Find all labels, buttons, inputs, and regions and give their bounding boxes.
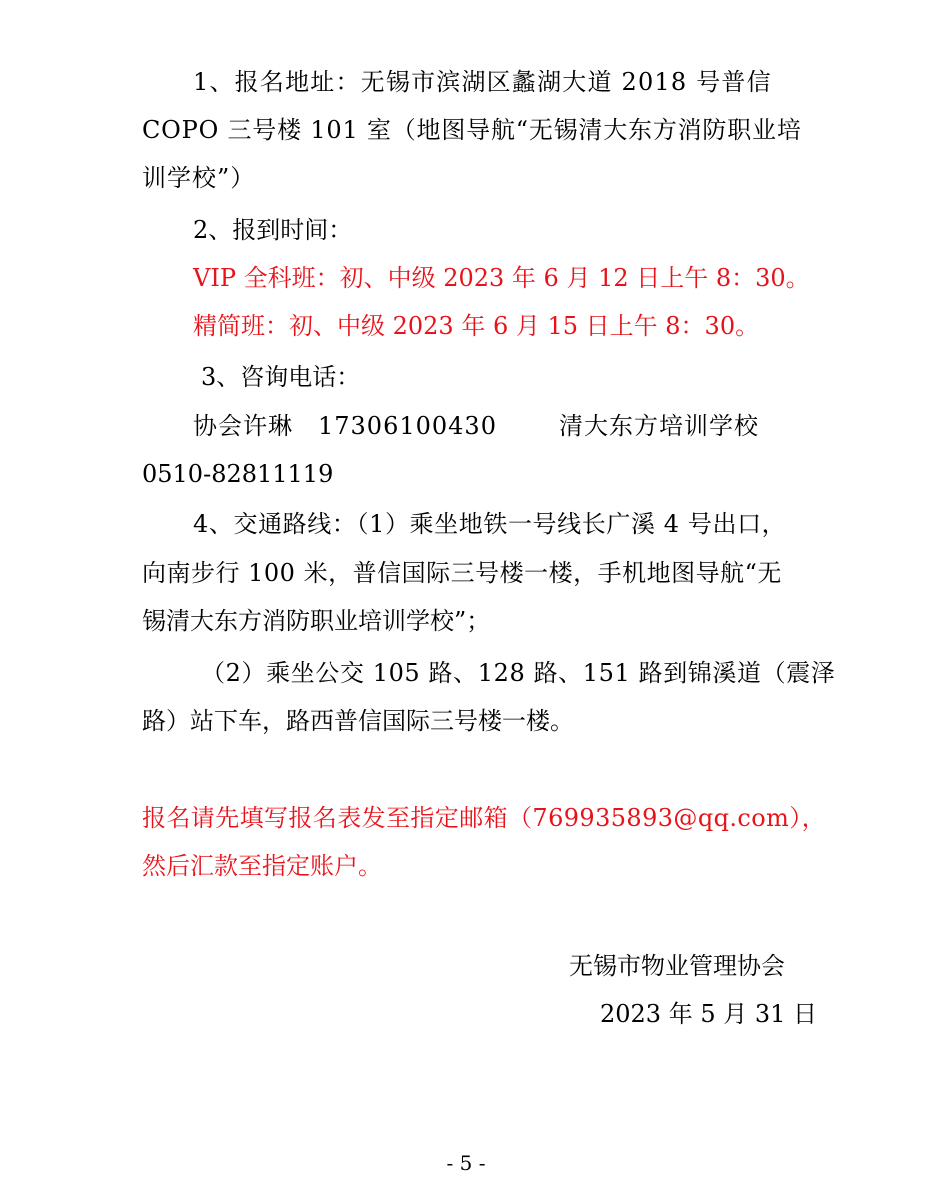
registration-notice-line1: 报名请先填写报名表发至指定邮箱（769935893@qq.com）， [142,804,827,832]
lite-class-schedule: 精简班：初、中级 2023 年 6 月 15 日上午 8：30。 [193,312,760,340]
transport-route-line1: 4、交通路线：（1）乘坐地铁一号线长广溪 4 号出口， [193,510,787,538]
registration-notice-line2: 然后汇款至指定账户。 [142,852,382,880]
consult-contacts [193,410,759,442]
registration-address: 1、报名地址：无锡市滨湖区蠡湖大道 2018 号普信 [193,68,772,96]
association-contact: 协会许琳 17306100430 [193,412,497,440]
bus-route-line1: （2）乘坐公交 105 路、128 路、151 路到锦溪道（震泽 [201,659,836,687]
transport-route-line2: 向南步行 100 米，普信国际三号楼一楼，手机地图导航“无 [142,559,782,587]
transport-route-line3: 锡清大东方消防职业培训学校”； [142,607,491,635]
bus-route-line2: 路）站下车，路西普信国际三号楼一楼。 [142,707,574,735]
signature-date: 2023 年 5 月 31 日 [600,1000,818,1028]
registration-address-end: 训学校”） [142,164,256,192]
school-contact-name: 清大东方培训学校 [558,412,759,440]
registration-address-continued: COPO 三号楼 101 室（地图导航“无锡清大东方消防职业培 [142,116,802,144]
school-contact-phone: 0510-82811119 [142,460,334,488]
consult-phone-heading: 3、咨询电话： [201,363,361,391]
page-number: - 5 - [446,1151,486,1175]
signature-organization: 无锡市物业管理协会 [569,952,785,980]
vip-class-schedule: VIP 全科班：初、中级 2023 年 6 月 12 日上午 8：30。 [193,264,810,292]
checkin-time-heading: 2、报到时间： [193,216,353,244]
